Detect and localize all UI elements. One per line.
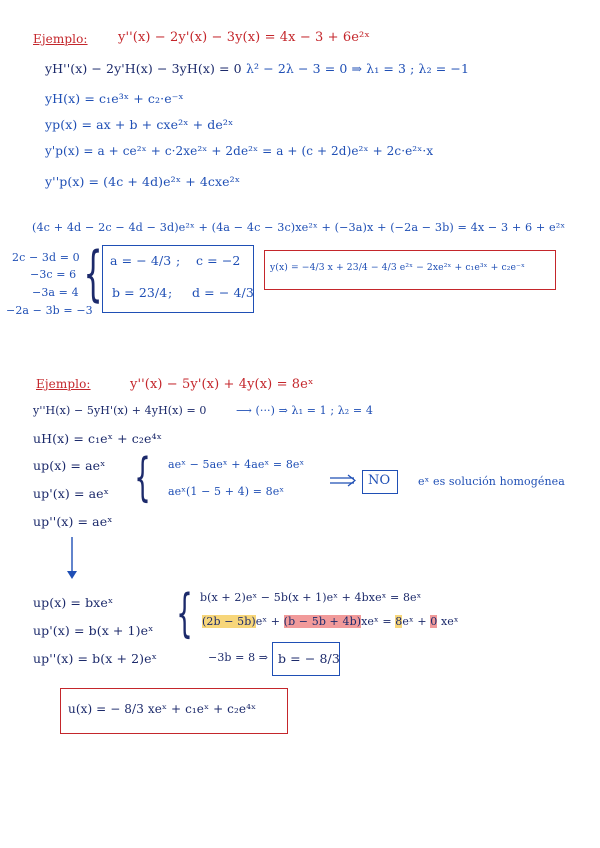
example1-label: Ejemplo: bbox=[33, 32, 88, 46]
ex2-homogeneous-eq: y''H(x) − 5yH'(x) + 4yH(x) = 0 bbox=[33, 404, 207, 417]
ex1-yp-prime: y'p(x) = a + ce²ˣ + c·2xe²ˣ + 2de²ˣ = a + (c + 2d)e²ˣ + 2c·e²ˣ·x bbox=[45, 144, 434, 158]
example1-equation: y''(x) − 2y'(x) − 3y(x) = 4x − 3 + 6e²ˣ bbox=[118, 30, 370, 45]
ex2-b-result: b = − 8/3 bbox=[278, 651, 340, 666]
ex2-eq1: aeˣ − 5aeˣ + 4aeˣ = 8eˣ bbox=[168, 458, 305, 471]
ex1-sol-b: b = 23/4 bbox=[112, 285, 168, 300]
ex2-eq3: b(x + 2)eˣ − 5b(x + 1)eˣ + 4bxeˣ = 8eˣ bbox=[200, 591, 422, 604]
ex1-result: y(x) = −4/3 x + 23/4 − 4/3 e²ˣ − 2xe²ˣ + c₁e³ˣ + c₂e⁻ˣ bbox=[270, 262, 526, 273]
ex2-eq5: −3b = 8 ⇒ bbox=[208, 651, 269, 664]
ex1-sol-c: c = −2 bbox=[196, 253, 241, 268]
no-label: NO bbox=[368, 473, 391, 488]
highlight-coef-ex: (2b − 5b) bbox=[202, 615, 256, 628]
ex1-characteristic-eq: λ² − 2λ − 3 = 0 ⇒ λ₁ = 3 ; λ₂ = −1 bbox=[246, 61, 470, 76]
ex2-vp: up(x) = bxeˣ bbox=[33, 595, 114, 610]
highlight-rhs-0: 0 bbox=[430, 615, 438, 628]
ex1-homogeneous-eq: yH''(x) − 2y'H(x) − 3yH(x) = 0 bbox=[45, 61, 242, 76]
ex2-up-second: up''(x) = aeˣ bbox=[33, 514, 113, 529]
ex2-eq2: aeˣ(1 − 5 + 4) = 8eˣ bbox=[168, 485, 285, 498]
brace-icon: { bbox=[83, 239, 103, 309]
ex2-uh: uH(x) = c₁eˣ + c₂e⁴ˣ bbox=[33, 431, 163, 446]
example2-label: Ejemplo: bbox=[36, 377, 91, 391]
ex1-semicolon-2: ; bbox=[168, 285, 173, 300]
ex1-system-row2: −3c = 6 bbox=[30, 268, 77, 281]
ex1-sol-d: d = − 4/3 bbox=[192, 285, 254, 300]
ex2-eq4: (2b − 5b)eˣ + (b − 5b + 4b)xeˣ = 8eˣ + 0 xeˣ bbox=[202, 615, 459, 628]
ex1-yh: yH(x) = c₁e³ˣ + c₂·e⁻ˣ bbox=[45, 91, 184, 106]
ex2-result: u(x) = − 8/3 xeˣ + c₁eˣ + c₂e⁴ˣ bbox=[68, 702, 257, 716]
ex2-characteristic-eq: ⟶ (···) ⇒ λ₁ = 1 ; λ₂ = 4 bbox=[236, 404, 373, 417]
ex1-system-row3: −3a = 4 bbox=[32, 286, 79, 299]
ex1-yp: yp(x) = ax + b + cxe²ˣ + de²ˣ bbox=[45, 117, 234, 132]
ex2-note: eˣ es solución homogénea bbox=[418, 475, 565, 488]
ex2-vp-prime: up'(x) = b(x + 1)eˣ bbox=[33, 623, 154, 638]
ex1-system-row1: 2c − 3d = 0 bbox=[12, 251, 80, 264]
highlight-coef-xex: (b − 5b + 4b) bbox=[283, 615, 362, 628]
ex1-substitution: (4c + 4d − 2c − 4d − 3d)e²ˣ + (4a − 4c − 3c)xe²ˣ + (−3a)x + (−2a − 3b) = 4x − 3 + 6 + e²ˣ bbox=[32, 221, 566, 234]
highlight-rhs-8: 8 bbox=[395, 615, 403, 628]
ex1-system-row4: −2a − 3b = −3 bbox=[6, 304, 93, 317]
implies-arrow-icon bbox=[328, 474, 358, 488]
ex2-up: up(x) = aeˣ bbox=[33, 458, 106, 473]
ex1-semicolon-1: ; bbox=[176, 253, 181, 268]
brace-icon: { bbox=[134, 448, 151, 508]
ex1-sol-a: a = − 4/3 bbox=[110, 253, 172, 268]
brace-icon: { bbox=[176, 584, 193, 644]
down-arrow-icon bbox=[64, 535, 80, 581]
ex1-yp-second: y''p(x) = (4c + 4d)e²ˣ + 4cxe²ˣ bbox=[45, 174, 241, 189]
ex2-up-prime: up'(x) = aeˣ bbox=[33, 486, 110, 501]
ex2-vp-second: up''(x) = b(x + 2)eˣ bbox=[33, 651, 158, 666]
example2-equation: y''(x) − 5y'(x) + 4y(x) = 8eˣ bbox=[130, 377, 314, 392]
